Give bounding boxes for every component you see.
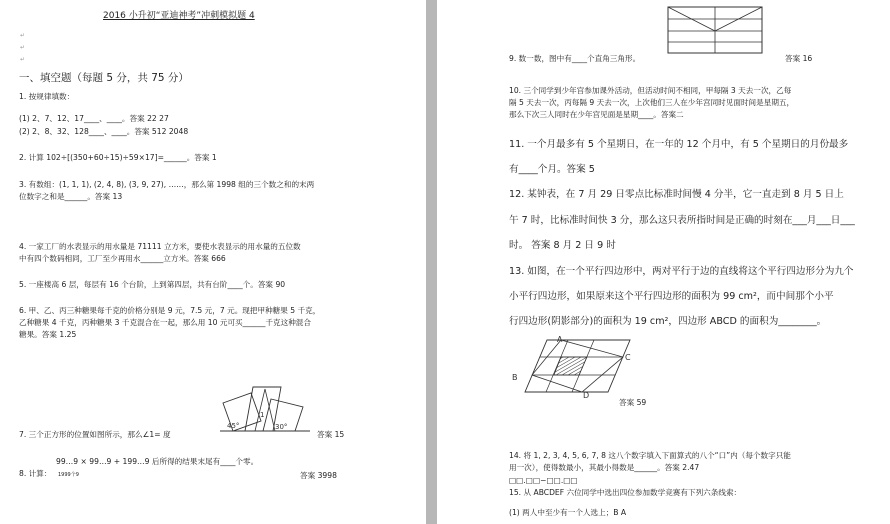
point-b-label: B xyxy=(512,373,518,382)
q5-text: 5. 一座楼高 6 层，每层有 16 个台阶，上到第四层，共有台阶____个。答案 90 xyxy=(19,280,286,289)
q13-answer: 答案 59 xyxy=(619,398,647,407)
doc-title: 2016 小升初“亚迪神考”冲刺模拟题 4 xyxy=(103,11,255,21)
q8-expression: 99…9 × 99…9 + 199…9 后所得的结果末尾有____个零。 xyxy=(56,457,259,466)
point-d-label: D xyxy=(583,391,590,398)
q13-line1: 13. 如图，在一个平行四边形中，两对平行于边的直线将这个平行四边形分为九个 xyxy=(509,266,854,277)
q12-line3: 时。 答案 8 月 2 日 9 时 xyxy=(509,240,616,251)
q14-line2: 用一次），使得数最小，其最小得数是______。答案 2.47 xyxy=(509,463,700,472)
q13-line2: 小平行四边形，如果原来这个平行四边形的面积为 99 cm²，而中间那个小平 xyxy=(509,291,834,302)
section-heading: 一、填空题（每题 5 分，共 75 分） xyxy=(19,72,189,84)
squares-figure xyxy=(215,381,315,436)
q8-subscript: 1999个9 xyxy=(58,472,79,478)
q1-part2: (2) 2、8、32、128____、____。答案 512 2048 xyxy=(19,127,189,136)
q10-line3: 那么下次三人同时在少年宫见面是星期____。答案二 xyxy=(509,110,684,119)
triangle-grid-figure xyxy=(666,5,766,57)
q10-line1: 10. 三个同学到少年宫参加课外活动，但活动时间不相同，甲每隔 3 天去一次，乙每 xyxy=(509,86,792,95)
q3-line2: 位数字之和是______。答案 13 xyxy=(19,192,123,201)
q9-text: 9. 数一数，图中有____个直角三角形。 xyxy=(509,54,641,63)
q12-line1: 12. 某钟表，在 7 月 29 日零点比标准时间慢 4 分半，它一直走到 8 月 5 日上 xyxy=(509,189,844,200)
q12-line2: 午 7 时，比标准时间快 3 分，那么这只表所指时间是正确的时刻在___月___日___ xyxy=(509,215,855,226)
q3-line1: 3. 有数组：(1, 1, 1), (2, 4, 8), (3, 9, 27), ……，那么第 1998 组的三个数之和的末两 xyxy=(19,180,315,189)
angle-45-label: 45° xyxy=(227,422,240,430)
q13-line3: 行四边形(阴影部分)的面积为 19 cm²，四边形 ABCD 的面积为________。 xyxy=(509,316,827,327)
angle-1-label: 1 xyxy=(260,411,265,419)
point-c-label: C xyxy=(625,353,631,362)
q7-answer: 答案 15 xyxy=(317,430,345,439)
q15-clue1: (1) 两人中至少有一个人选上；B A xyxy=(509,508,627,517)
q4-line1: 4. 一家工厂的水表显示的用水量是 71111 立方米，要使水表显示的用水量的五位数 xyxy=(19,242,301,251)
angle-30-label: 30° xyxy=(275,423,288,431)
q1-label: 1. 按规律填数： xyxy=(19,92,75,101)
q8-answer: 答案 3998 xyxy=(300,471,337,480)
q11-line1: 11. 一个月最多有 5 个星期日，在一年的 12 个月中，有 5 个星期日的月份最多 xyxy=(509,139,849,150)
q14-formula: □□.□□−□□.□□ xyxy=(509,476,578,485)
q8-label: 8. 计算： xyxy=(19,469,52,478)
parallelogram-figure xyxy=(509,336,634,398)
q7-text: 7. 三个正方形的位置如图所示，那么∠1= 度 xyxy=(19,430,171,439)
q4-line2: 中有四个数码相同，工厂至少再用水______立方米。答案 666 xyxy=(19,254,226,263)
left-page: 2016 小升初“亚迪神考”冲刺模拟题 4 ↵ ↵ ↵ 一、填空题（每题 5 分，共 75 分） 1. 按规律填数： (1) 2、7、12、17____、____。答案 22 27 (2) 2、8、32、128____、____。答案 512 2048 2. 计算 102÷[(350+60÷15)÷59×17]=______。答案 1 3. 有数组：(1, 1, 1), (2, 4, 8), (3, 9, 27), ……，那么第 1998 组的三个数之和的末两 位数字之和是______。答案 13 4. 一家工厂的水表显示的用水量是 71111 立方米，要使水表显示的用水量的五位数 中有四个数码相同，工厂至少再用水______立方米。答案 666 5. 一座楼高 6 层，每层有 16 个台阶，上到第四层，共有台阶____个。答案 90 6. 甲、乙、丙三种糖果每千克的价格分别是 9 元，7.5 元，7 元。现把甲种糖果 5 千克， 乙种糖果 4 千克，丙种糖果 3 千克混合在一起，那么用 10 元可买______千克这种混合 糖果。答案 1.25 45° 30° 1 7. 三个正方形的位置如图所示，那么∠1= 度 答案 15 99…9 × 99…9 + 199…9 后所得的结果末尾有____个零。 8. 计算： 1999个9 答案 3998 xyxy=(0,0,426,524)
q6-line3: 糖果。答案 1.25 xyxy=(19,330,77,339)
point-a-label: A xyxy=(557,336,563,344)
q6-line1: 6. 甲、乙、丙三种糖果每千克的价格分别是 9 元，7.5 元，7 元。现把甲种糖果 5 千克， xyxy=(19,306,321,315)
q2-text: 2. 计算 102÷[(350+60÷15)÷59×17]=______。答案 1 xyxy=(19,153,217,162)
q6-line2: 乙种糖果 4 千克，丙种糖果 3 千克混合在一起，那么用 10 元可买______千克这种混合 xyxy=(19,318,311,327)
q14-line1: 14. 将 1, 2, 3, 4, 5, 6, 7, 8 这八个数字填入下面算式的八个“口”内（每个数字只能 xyxy=(509,451,791,460)
q10-line2: 隔 5 天去一次，丙每隔 9 天去一次，上次他们三人在少年宫同时见面时间是星期五， xyxy=(509,98,795,107)
q11-line2: 有____个月。答案 5 xyxy=(509,164,595,175)
q1-part1: (1) 2、7、12、17____、____。答案 22 27 xyxy=(19,114,169,123)
q15-line1: 15. 从 ABCDEF 六位同学中选出四位参加数学竞赛有下列六条线索： xyxy=(509,488,742,497)
q9-answer: 答案 16 xyxy=(785,54,813,63)
right-page xyxy=(437,0,890,524)
